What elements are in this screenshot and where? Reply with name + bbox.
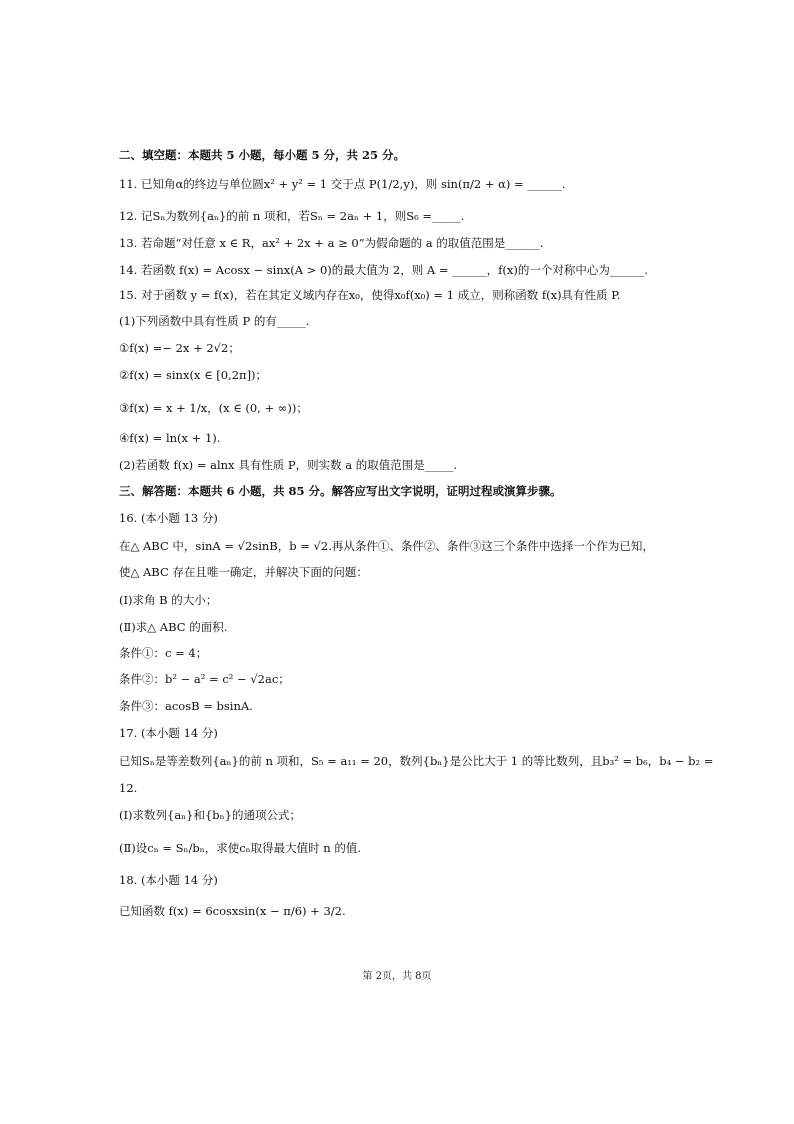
question-15-part-1: (1)下列函数中具有性质 P 的有_____.: [119, 314, 310, 328]
question-17-part-2: (Ⅱ)设cₙ = Sₙ/bₙ，求使cₙ取得最大值时 n 的值.: [119, 841, 362, 855]
question-18-line-1: 已知函数 f(x) = 6cosxsin(x − π/6) + 3/2.: [119, 904, 346, 918]
question-12: 12. 记Sₙ为数列{aₙ}的前 n 项和，若Sₙ = 2aₙ + 1，则S₆ =_____.: [119, 209, 465, 223]
question-16-part-2: (Ⅱ)求△ ABC 的面积.: [119, 620, 228, 634]
question-17-part-1: (Ⅰ)求数列{aₙ}和{bₙ}的通项公式；: [119, 808, 301, 822]
question-13: 13. 若命题“对任意 x ∈ R，ax² + 2x + a ≥ 0”为假命题的 a 的取值范围是______.: [119, 236, 544, 250]
question-16-part-1: (Ⅰ)求角 B 的大小；: [119, 593, 218, 607]
question-16-header: 16. (本小题 13 分): [119, 511, 218, 525]
section-fill-in-heading: 二、填空题：本题共 5 小题，每小题 5 分，共 25 分。: [119, 148, 406, 162]
question-15-stem: 15. 对于函数 y = f(x)，若在其定义域内存在x₀，使得x₀f(x₀) = 1 成立，则称函数 f(x)具有性质 P.: [119, 288, 621, 302]
question-17-header: 17. (本小题 14 分): [119, 726, 218, 740]
question-16-condition-3: 条件③：acosB = bsinA.: [119, 699, 253, 713]
question-16-condition-2: 条件②：b² − a² = c² − √2ac；: [119, 672, 290, 686]
question-15-option-1: ①f(x) =− 2x + 2√2；: [119, 341, 240, 355]
question-15-option-4: ④f(x) = ln(x + 1).: [119, 431, 221, 445]
question-16-condition-1: 条件①：c = 4；: [119, 646, 208, 660]
question-16-line-1: 在△ ABC 中，sinA = √2sinB，b = √2.再从条件①、条件②、条件③这三个条件中选择一个作为已知，: [119, 539, 654, 553]
question-18-header: 18. (本小题 14 分): [119, 873, 218, 887]
question-17-line-2: 12.: [119, 781, 138, 795]
question-15-option-2: ②f(x) = sinx(x ∈ [0,2π])；: [119, 368, 268, 382]
question-11: 11. 已知角α的终边与单位圆x² + y² = 1 交于点 P(1/2,y)，则 sin(π/2 + α) = ______.: [119, 177, 566, 191]
question-15-option-3: ③f(x) = x + 1/x，(x ∈ (0, + ∞))；: [119, 401, 308, 415]
question-17-line-1: 已知Sₙ是等差数列{aₙ}的前 n 项和，S₅ = a₁₁ = 20，数列{bₙ}是公比大于 1 的等比数列，且b₃² = b₆，b₄ − b₂ =: [119, 754, 714, 768]
section-answer-heading: 三、解答题：本题共 6 小题，共 85 分。解答应写出文字说明，证明过程或演算步骤。: [119, 484, 562, 498]
question-15-part-2: (2)若函数 f(x) = alnx 具有性质 P，则实数 a 的取值范围是_____.: [119, 458, 458, 472]
question-16-line-2: 使△ ABC 存在且唯一确定，并解决下面的问题：: [119, 565, 368, 579]
question-14: 14. 若函数 f(x) = Acosx − sinx(A > 0)的最大值为 2，则 A = ______，f(x)的一个对称中心为______.: [119, 263, 649, 277]
page-footer: 第 2页，共 8页: [362, 971, 432, 982]
